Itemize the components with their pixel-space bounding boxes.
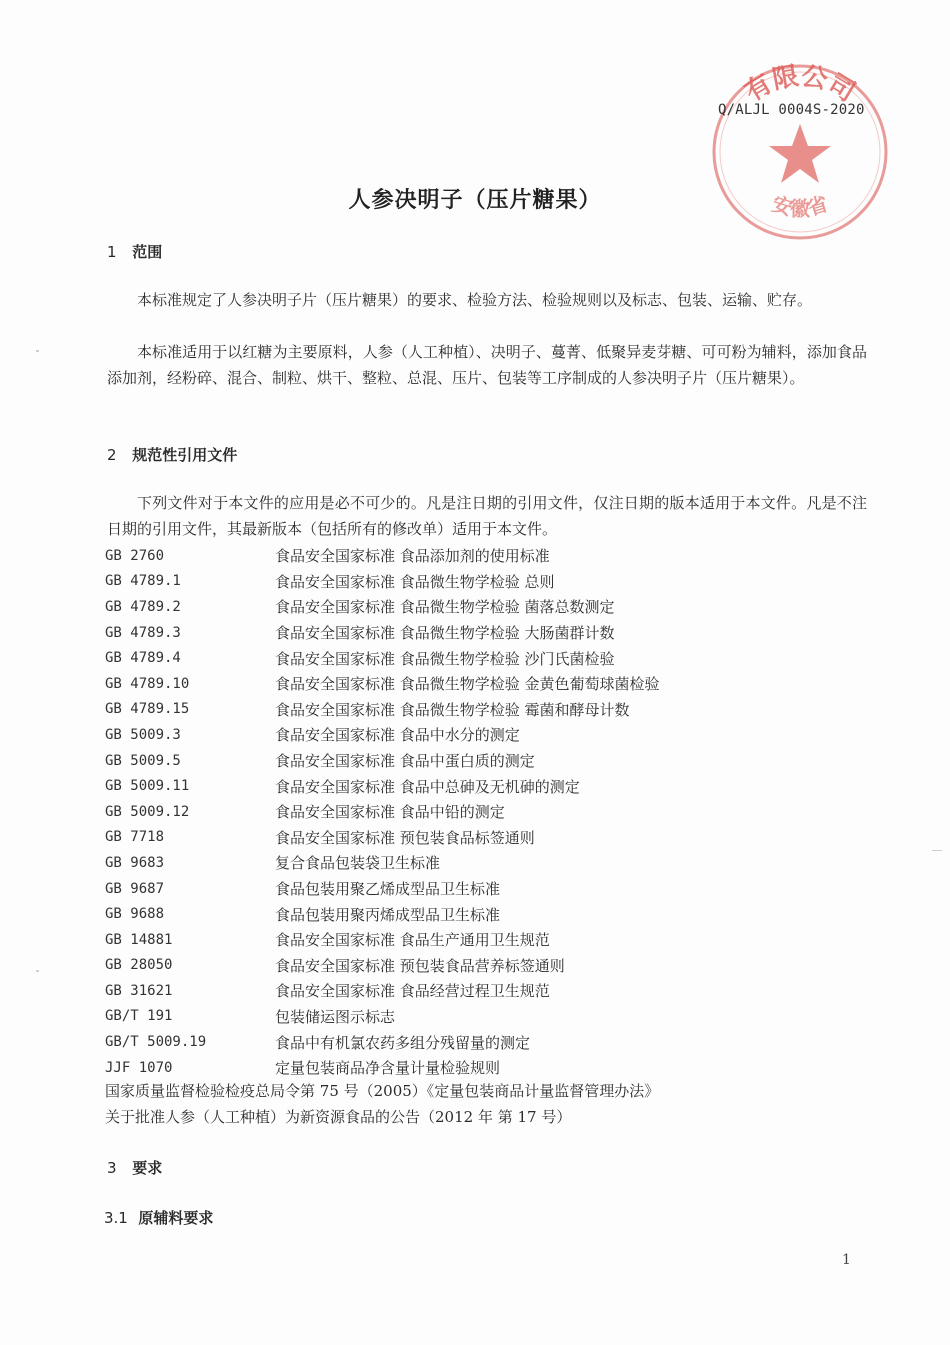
reference-row (105, 825, 885, 851)
reference-row (105, 748, 885, 774)
scan-speck (932, 850, 942, 851)
reference-code: GB 2760 (105, 547, 165, 564)
reference-title: 食品安全国家标准 食品中蛋白质的测定 (275, 752, 535, 771)
reference-row (105, 1004, 885, 1030)
reference-code: GB 5009.5 (105, 752, 181, 769)
reference-row (105, 876, 885, 902)
reference-list (105, 543, 885, 1080)
reference-code: GB 4789.3 (105, 624, 181, 641)
reference-title: 食品包装用聚乙烯成型品卫生标准 (275, 880, 501, 899)
section-number: 2 (107, 446, 117, 464)
reference-row (105, 1055, 885, 1081)
reference-row (105, 978, 885, 1004)
section-3-heading (107, 1157, 162, 1178)
reference-title: 食品安全国家标准 食品生产通用卫生规范 (275, 931, 550, 950)
reference-code: GB 7718 (105, 829, 165, 846)
reference-row (105, 799, 885, 825)
reference-title: 食品安全国家标准 食品微生物学检验 金黄色葡萄球菌检验 (275, 675, 660, 694)
section-title: 要求 (132, 1159, 163, 1177)
reference-title: 食品安全国家标准 食品添加剂的使用标准 (275, 547, 550, 566)
section-number: 1 (107, 243, 117, 261)
reference-code: GB 14881 (105, 931, 173, 948)
reference-title: 食品包装用聚丙烯成型品卫生标准 (275, 905, 501, 924)
scan-speck (36, 350, 39, 352)
reference-row (105, 1029, 885, 1055)
section-1-heading (107, 241, 162, 262)
reference-row (105, 569, 885, 595)
reference-title: 食品安全国家标准 预包装食品营养标签通则 (275, 956, 565, 975)
reference-code: GB/T 5009.19 (105, 1034, 207, 1051)
references-intro: 下列文件对于本文件的应用是必不可少的。凡是注日期的引用文件，仅注日期的版本适用于本文件。凡是不注日期的引用文件，其最新版本（包括所有的修改单）适用于本文件。 (107, 494, 867, 538)
reference-title: 定量包装商品净含量计量检验规则 (275, 1059, 501, 1078)
reference-row (105, 697, 885, 723)
scan-speck (36, 970, 39, 972)
section-number: 3.1 (104, 1209, 128, 1227)
reference-code: GB 5009.3 (105, 726, 181, 743)
reference-title: 食品安全国家标准 食品微生物学检验 霉菌和酵母计数 (275, 700, 630, 719)
reference-title: 食品安全国家标准 食品中铅的测定 (275, 803, 505, 822)
reference-code: JJF 1070 (105, 1059, 173, 1076)
reference-code: GB 28050 (105, 957, 173, 974)
reference-row (105, 645, 885, 671)
reference-code: GB 4789.4 (105, 650, 181, 667)
reference-row (105, 901, 885, 927)
page-number: 1 (842, 1252, 851, 1268)
reference-code: GB 5009.11 (105, 778, 190, 795)
reference-code: GB 4789.10 (105, 675, 190, 692)
standard-code: Q/ALJL 0004S-2020 (718, 102, 865, 118)
reference-row (105, 953, 885, 979)
regulation-reference-line: 国家质量监督检验检疫总局令第 75 号（2005）《定量包装商品计量监督管理办法》 (105, 1082, 660, 1100)
reference-title: 食品安全国家标准 食品微生物学检验 菌落总数测定 (275, 598, 615, 617)
reference-row (105, 594, 885, 620)
reference-code: GB 9687 (105, 880, 165, 897)
seal-text-top: 有限公司 (739, 61, 861, 109)
section-2-heading (107, 444, 237, 465)
reference-row (105, 773, 885, 799)
section-title: 规范性引用文件 (132, 446, 238, 464)
section-number: 3 (107, 1159, 117, 1177)
reference-title: 食品安全国家标准 食品微生物学检验 总则 (275, 572, 555, 591)
reference-row (105, 620, 885, 646)
section-3-1-heading (104, 1207, 213, 1228)
reference-title: 复合食品包装袋卫生标准 (275, 854, 441, 873)
reference-title: 食品安全国家标准 食品经营过程卫生规范 (275, 982, 550, 1001)
seal-star-icon (769, 124, 831, 183)
reference-code: GB 9688 (105, 906, 165, 923)
announcement-reference-line: 关于批准人参（人工种植）为新资源食品的公告（2012 年 第 17 号） (105, 1108, 572, 1126)
reference-code: GB 9683 (105, 854, 165, 871)
reference-title: 食品安全国家标准 食品中总砷及无机砷的测定 (275, 777, 580, 796)
reference-code: GB 4789.1 (105, 573, 181, 590)
reference-title: 食品中有机氯农药多组分残留量的测定 (275, 1033, 531, 1052)
reference-title: 食品安全国家标准 食品微生物学检验 沙门氏菌检验 (275, 649, 615, 668)
section-title: 范围 (132, 243, 163, 261)
section-title: 原辅料要求 (138, 1209, 214, 1227)
reference-row (105, 850, 885, 876)
reference-row (105, 543, 885, 569)
reference-title: 包装储运图示标志 (275, 1007, 396, 1026)
reference-code: GB 4789.2 (105, 598, 181, 615)
scope-paragraph-2: 本标准适用于以红糖为主要原料，人参（人工种植）、决明子、蔓菁、低聚异麦芽糖、可可粉为辅料，添加食品添加剂，经粉碎、混合、制粒、烘干、整粒、总混、压片、包装等工序制成的人参决明子片（压片糖果）。 (107, 343, 867, 387)
reference-row (105, 722, 885, 748)
document-title: 人参决明子（压片糖果） (348, 188, 602, 213)
reference-code: GB 5009.12 (105, 803, 190, 820)
reference-title: 食品安全国家标准 食品微生物学检验 大肠菌群计数 (275, 624, 615, 643)
seal-text-bottom: 安徽省 (769, 191, 831, 221)
reference-title: 食品安全国家标准 预包装食品标签通则 (275, 828, 535, 847)
reference-row (105, 927, 885, 953)
scope-paragraph-1: 本标准规定了人参决明子片（压片糖果）的要求、检验方法、检验规则以及标志、包装、运输、贮存。 (137, 291, 813, 309)
reference-row (105, 671, 885, 697)
reference-title: 食品安全国家标准 食品中水分的测定 (275, 726, 520, 745)
reference-code: GB 31621 (105, 982, 173, 999)
reference-code: GB 4789.15 (105, 701, 190, 718)
reference-code: GB/T 191 (105, 1008, 173, 1025)
